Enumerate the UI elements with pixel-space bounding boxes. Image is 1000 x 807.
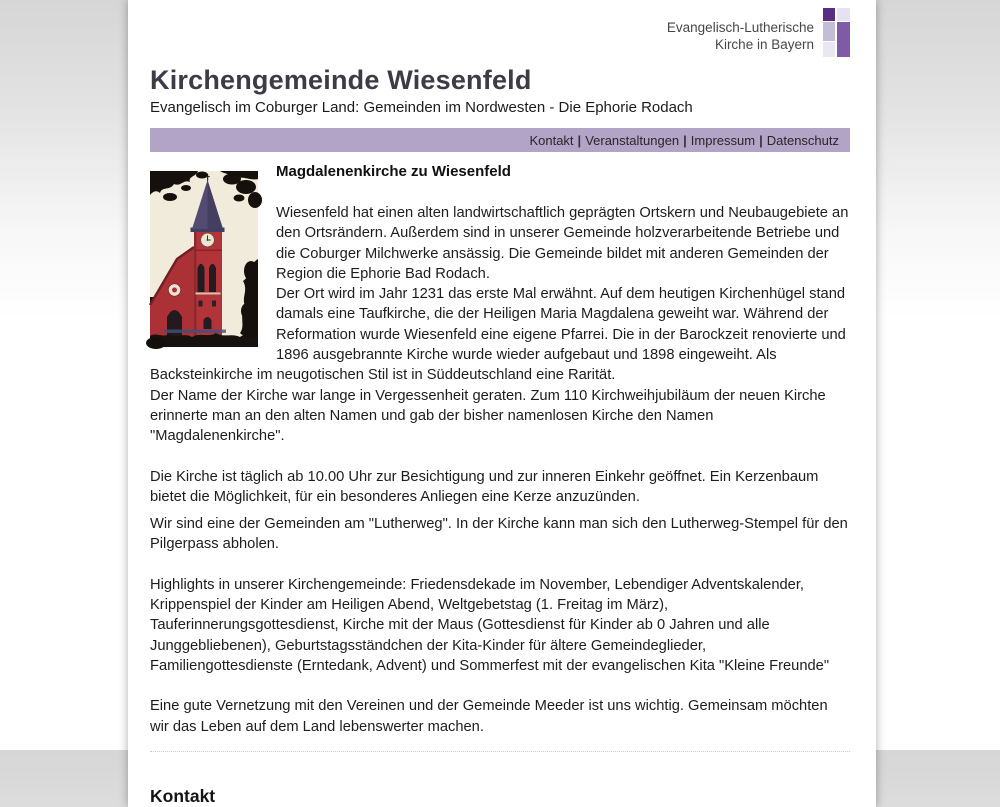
logo-square-gray: [823, 22, 835, 41]
logo-square-dark: [823, 8, 835, 21]
body-paragraph: Eine gute Vernetzung mit den Vereinen und der Gemeinde Meeder ist uns wichtig. Gemeinsam möchten wir das Leben auf dem Land lebenswerter machen.: [150, 698, 828, 735]
nav-link-impressum[interactable]: Impressum: [690, 132, 756, 148]
logo-square-pale-bottom: [823, 42, 835, 57]
church-photo-illustration: [150, 171, 258, 347]
content-card: [128, 0, 876, 807]
kontakt-section-heading: Kontakt: [150, 785, 216, 806]
page-title: Kirchengemeinde Wiesenfeld: [150, 65, 532, 95]
brand-line1: Evangelisch-Lutherische: [666, 20, 814, 35]
logo-square-pale-top: [837, 8, 850, 21]
body-paragraph: Highlights in unserer Kirchengemeinde: Friedensdekade im November, Lebendiger Adventskalender, Krippenspiel der Kinder am Heiligen Abend, Weltgebetstag (1. Freitag im März), Tauferinnerungsgottesdienst, Kirche mit der Maus (Gottesdienst für Kinder ab 0 Jahren und alle Junggebliebenen), Geburtstagsständchen der Kita-Kinder für ältere Gemeindeglieder, Familiengottesdienste (Erntedank, Advent) und Sommerfest mit der evangelischen Kita "Kleine Freunde": [150, 576, 830, 674]
brand-block: [150, 0, 850, 60]
top-nav: [150, 128, 850, 152]
nav-separator: |: [577, 132, 582, 148]
body-paragraph: Die Kirche ist täglich ab 10.00 Uhr zur Besichtigung und zur inneren Einkehr geöffnet. Ein Kerzenbaum bietet die Möglichkeit, für ein besonderes Anliegen eine Kerze anzuzünden.: [150, 468, 819, 505]
article-heading: Magdalenenkirche zu Wiesenfeld: [276, 163, 511, 180]
nav-separator: |: [759, 132, 763, 148]
body-paragraph: Wir sind eine der Gemeinden am "Lutherweg". In der Kirche kann man sich den Lutherweg-Stempel für den Pilgerpass abholen.: [150, 516, 848, 553]
body-paragraph: Der Name der Kirche war lange in Vergessenheit geraten. Zum 110 Kirchweihjubiläum der neuen Kirche erinnerte man an den alten Namen und gab der bisher namenlosen Kirche den Namen "Magdalenenkirche".: [150, 387, 826, 445]
logo-bar-purple: [837, 22, 850, 57]
section-divider: [150, 751, 850, 752]
body-paragraph: Der Ort wird im Jahr 1231 das erste Mal erwähnt. Auf dem heutigen Kirchenhügel stand damals eine Taufkirche, die der Heiligen Maria Magdalena geweiht war. Während der Reformation wurde Wiesenfeld eine eigene Pfarrei. Die in der Barockzeit renovierte und 1896 ausgebrannte Kirche wurde wieder aufgebaut und 1898 eingeweiht. Als Backsteinkirche im neugotischen Stil ist in Süddeutschland eine Rarität.: [150, 286, 846, 384]
nav-separator: |: [683, 132, 687, 148]
page-subtitle: Evangelisch im Coburger Land: Gemeinden im Nordwesten - Die Ephorie Rodach: [150, 99, 693, 116]
site-header: [150, 0, 850, 117]
nav-link-kontakt[interactable]: Kontakt: [529, 132, 574, 148]
brand-text: [667, 19, 814, 53]
nav-link-datenschutz[interactable]: Datenschutz: [766, 132, 839, 148]
brand-line2: Kirche in Bayern: [714, 37, 814, 52]
nav-link-veranstaltungen[interactable]: Veranstaltungen: [585, 132, 680, 148]
body-paragraph: Wiesenfeld hat einen alten landwirtschaftlich geprägten Ortskern und Neubaugebiete an den Ortsrändern. Außerdem sind in unserer Gemeinde holzverarbeitende Betriebe und die Coburger Milchwerke ansässig. Die Gemeinde bildet mit anderen Gemeinden der Region die Ephorie Bad Rodach.: [276, 205, 849, 282]
church-photo: [150, 171, 258, 347]
elkb-logo-icon: [823, 8, 850, 57]
article: [150, 163, 850, 807]
